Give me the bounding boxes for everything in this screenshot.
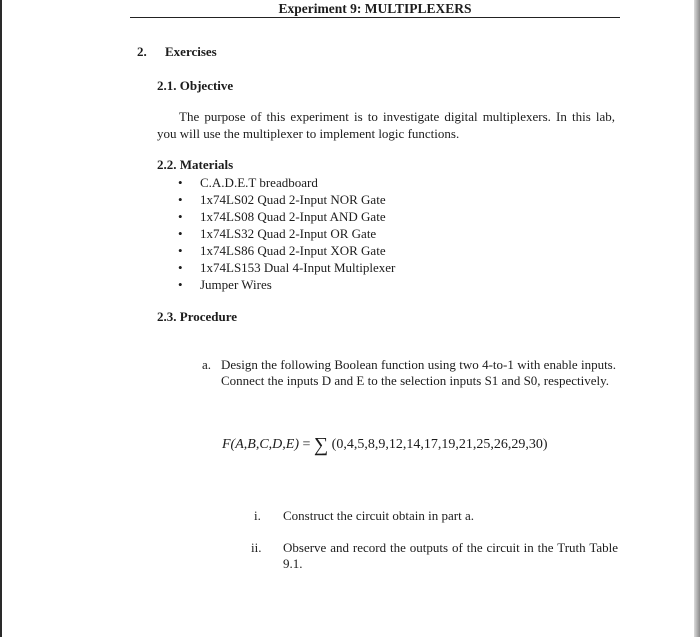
materials-list [178, 174, 395, 293]
page-right-edge [694, 0, 700, 637]
list-item: • 1x74LS08 Quad 2-Input AND Gate [178, 208, 395, 225]
item-a-text: Design the following Boolean function using two 4-to-1 with enable inputs. Connect the inputs D and E to the selection inputs S1 and S0, respectively. [221, 357, 616, 388]
list-item: • Jumper Wires [178, 276, 395, 293]
list-item: • 1x74LS153 Dual 4-Input Multiplexer [178, 259, 395, 276]
subitem-text: Construct the circuit obtain in part a. [283, 508, 474, 523]
section-number: 2. [137, 44, 147, 59]
list-item: • 1x74LS86 Quad 2-Input XOR Gate [178, 242, 395, 259]
objective-paragraph: The purpose of this experiment is to investigate digital multiplexers. In this lab, you will use the multiplexer to implement logic functions. [157, 109, 615, 141]
equation-lhs: F(A,B,C,D,E) [222, 437, 299, 452]
materials-heading: 2.2. Materials [157, 157, 234, 172]
item-a-label: a. [202, 357, 212, 372]
subitem-label: i. [254, 508, 261, 523]
equation-equals: = [302, 437, 311, 452]
procedure-heading: 2.3. Procedure [157, 309, 238, 324]
objective-heading: 2.1. Objective [157, 78, 234, 93]
list-item: • 1x74LS32 Quad 2-Input OR Gate [178, 225, 395, 242]
list-item: • 1x74LS02 Quad 2-Input NOR Gate [178, 191, 395, 208]
section-title: Exercises [165, 44, 217, 59]
sigma-icon: ∑ [313, 434, 329, 456]
subitem-label: ii. [251, 540, 262, 555]
list-item: • C.A.D.E.T breadboard [178, 174, 395, 191]
page-header: Experiment 9: MULTIPLEXERS [130, 0, 620, 18]
page-left-edge [0, 0, 2, 637]
boolean-equation [222, 434, 547, 457]
equation-minterms: (0,4,5,8,9,12,14,17,19,21,25,26,29,30) [331, 437, 548, 452]
subitem-text: Observe and record the outputs of the circuit in the Truth Table 9.1. [283, 540, 618, 571]
